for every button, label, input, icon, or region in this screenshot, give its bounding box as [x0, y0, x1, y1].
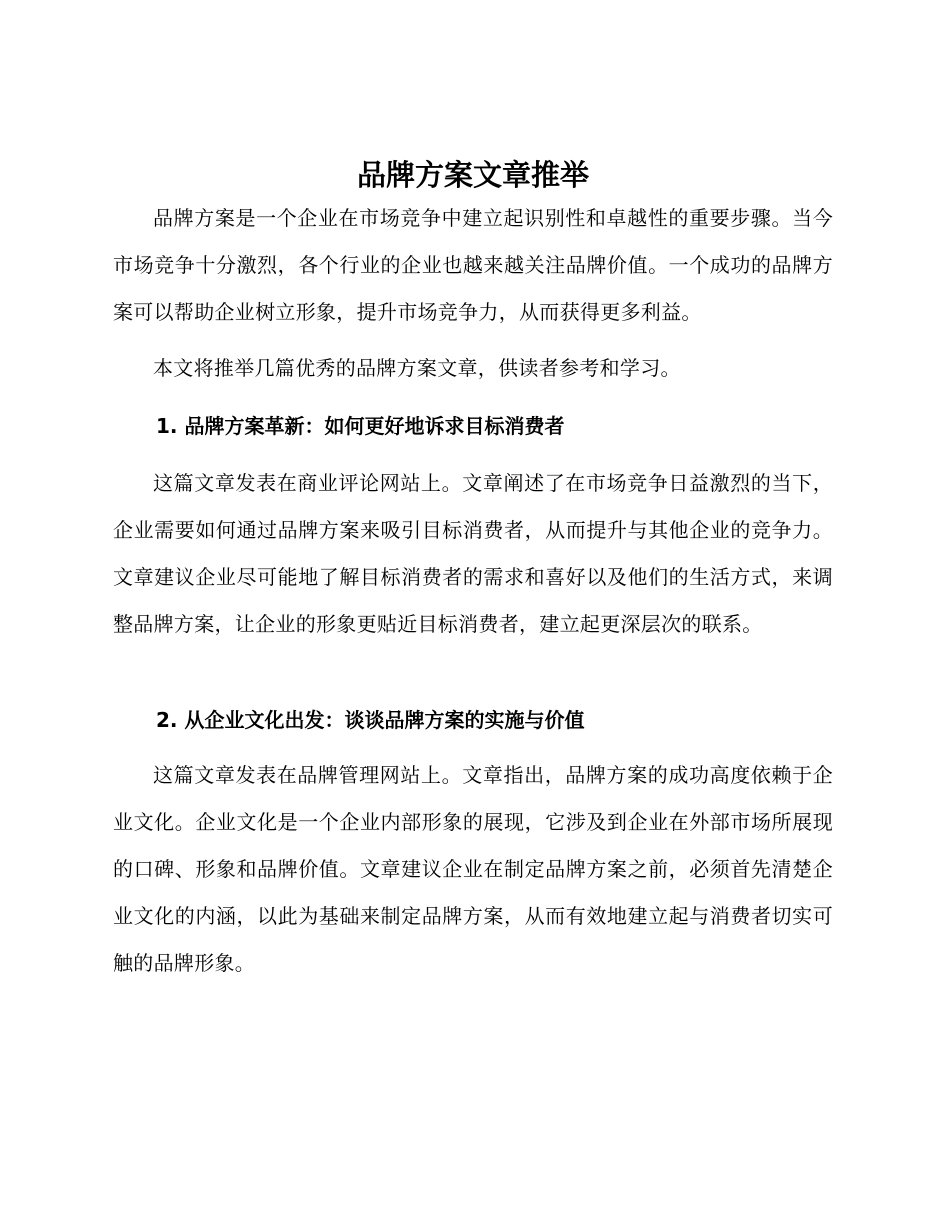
document-title: 品牌方案文章推举	[356, 158, 589, 192]
section-body-2: 这篇文章发表在品牌管理网站上。文章指出，品牌方案的成功高度依赖于企业文化。企业文化是一个企业内部形象的展现，它涉及到企业在外部市场所展现的口碑、形象和品牌价值。文章建议企业在制定品牌方案之前，必须首先清楚企业文化的内涵，以此为基础来制定品牌方案，从而有效地建立起与消费者切实可触的品牌形象。	[113, 763, 833, 975]
section-heading-1: 1. 品牌方案革新：如何更好地诉求目标消费者	[156, 414, 565, 438]
intro-paragraph: 品牌方案是一个企业在市场竞争中建立起识别性和卓越性的重要步骤。当今市场竞争十分激烈，各个行业的企业也越来越关注品牌价值。一个成功的品牌方案可以帮助企业树立形象，提升市场竞争力，从而获得更多利益。	[113, 206, 833, 324]
section-body-1: 这篇文章发表在商业评论网站上。文章阐述了在市场竞争日益激烈的当下，企业需要如何通过品牌方案来吸引目标消费者，从而提升与其他企业的竞争力。文章建议企业尽可能地了解目标消费者的需求和喜好以及他们的生活方式，来调整品牌方案，让企业的形象更贴近目标消费者，建立起更深层次的联系。	[113, 471, 833, 636]
purpose-paragraph: 本文将推举几篇优秀的品牌方案文章，供读者参考和学习。	[153, 356, 681, 380]
section-heading-2: 2. 从企业文化出发：谈谈品牌方案的实施与价值	[156, 708, 585, 732]
